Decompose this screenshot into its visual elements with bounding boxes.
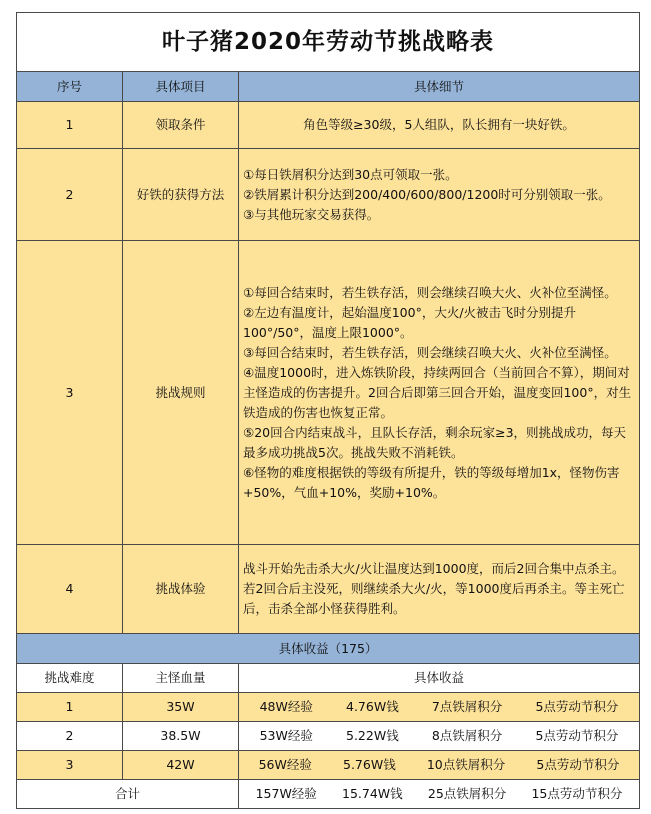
gain-money: 5.76W钱 [343, 757, 396, 772]
income-row-2-gain [239, 722, 640, 751]
income-title: 具体收益（175） [17, 634, 640, 664]
row-4-item: 挑战体验 [123, 545, 239, 634]
row-2-item: 好铁的获得方法 [123, 149, 239, 241]
detail-line: 战斗开始先击杀大火/火让温度达到1000度，而后2回合集中点杀主。若2回合后主没死，则继续杀大火/火，等1000度后再杀主。等主死亡后，击杀全部小怪获得胜利。 [243, 561, 625, 616]
detail-line: 角色等级≥30级，5人组队，队长拥有一块好铁。 [303, 117, 575, 132]
detail-line: ③与其他玩家交易获得。 [243, 206, 380, 222]
detail-line: ①每日铁屑积分达到30点可领取一张。 [243, 166, 458, 182]
row-2-detail [239, 149, 640, 241]
income-total-gain [239, 780, 640, 809]
gain-scrap: 10点铁屑积分 [426, 757, 506, 772]
header-item: 具体项目 [123, 72, 239, 102]
gain-labor: 5点劳动节积分 [535, 699, 619, 714]
total-money: 15.74W钱 [342, 786, 403, 801]
total-labor: 15点劳动节积分 [531, 786, 623, 801]
row-1-item: 领取条件 [123, 102, 239, 149]
income-row-3-difficulty: 3 [17, 751, 123, 780]
income-total-label: 合计 [17, 780, 239, 809]
total-scrap: 25点铁屑积分 [427, 786, 507, 801]
income-header-gain: 具体收益 [239, 664, 640, 693]
income-row-1-gain [239, 693, 640, 722]
strategy-table [16, 12, 640, 809]
gain-scrap: 7点铁屑积分 [431, 699, 503, 714]
income-header-hp: 主怪血量 [123, 664, 239, 693]
row-4-detail [239, 545, 640, 634]
row-2-no: 2 [17, 149, 123, 241]
row-1-detail [239, 102, 640, 149]
gain-labor: 5点劳动节积分 [536, 757, 620, 772]
gain-exp: 53W经验 [259, 728, 313, 743]
gain-exp: 56W经验 [258, 757, 312, 772]
gain-scrap: 8点铁屑积分 [431, 728, 503, 743]
row-1-no: 1 [17, 102, 123, 149]
gain-labor: 5点劳动节积分 [535, 728, 619, 743]
income-row-3-hp: 42W [123, 751, 239, 780]
detail-line: ⑤20回合内结束战斗，且队长存活，剩余玩家≥3，则挑战成功，每天最多成功挑战5次。挑战失败不消耗铁。 [243, 424, 627, 460]
row-3-detail [239, 241, 640, 545]
page-title: 叶子猪2020年劳动节挑战略表 [17, 13, 640, 72]
row-3-item: 挑战规则 [123, 241, 239, 545]
detail-line: ③每回合结束时，若生铁存活，则会继续召唤大火、火补位至满怪。 [243, 344, 617, 360]
income-row-1-hp: 35W [123, 693, 239, 722]
row-4-no: 4 [17, 545, 123, 634]
detail-line: ④温度1000时，进入炼铁阶段，持续两回合（当前回合不算），期间对主怪造成的伤害提升。2回合后即第三回合开始，温度变回100°，对生铁造成的伤害也恢复正常。 [243, 364, 632, 420]
header-no: 序号 [17, 72, 123, 102]
income-row-2-difficulty: 2 [17, 722, 123, 751]
header-detail: 具体细节 [239, 72, 640, 102]
income-row-2-hp: 38.5W [123, 722, 239, 751]
income-row-1-difficulty: 1 [17, 693, 123, 722]
detail-line: ②铁屑累计积分达到200/400/600/800/1200时可分别领取一张。 [243, 186, 611, 202]
income-header-difficulty: 挑战难度 [17, 664, 123, 693]
gain-money: 5.22W钱 [346, 728, 399, 743]
income-row-3-gain [239, 751, 640, 780]
row-3-no: 3 [17, 241, 123, 545]
detail-line: ①每回合结束时，若生铁存活，则会继续召唤大火、火补位至满怪。 [243, 284, 617, 300]
detail-line: ⑥怪物的难度根据铁的等级有所提升，铁的等级每增加1x，怪物伤害+50%，气血+10%，奖励+10%。 [243, 464, 620, 500]
detail-line: ②左边有温度计，起始温度100°，大火/火被击飞时分别提升100°/50°，温度上限1000°。 [243, 304, 577, 340]
gain-money: 4.76W钱 [346, 699, 399, 714]
total-exp: 157W经验 [255, 786, 317, 801]
gain-exp: 48W经验 [259, 699, 313, 714]
